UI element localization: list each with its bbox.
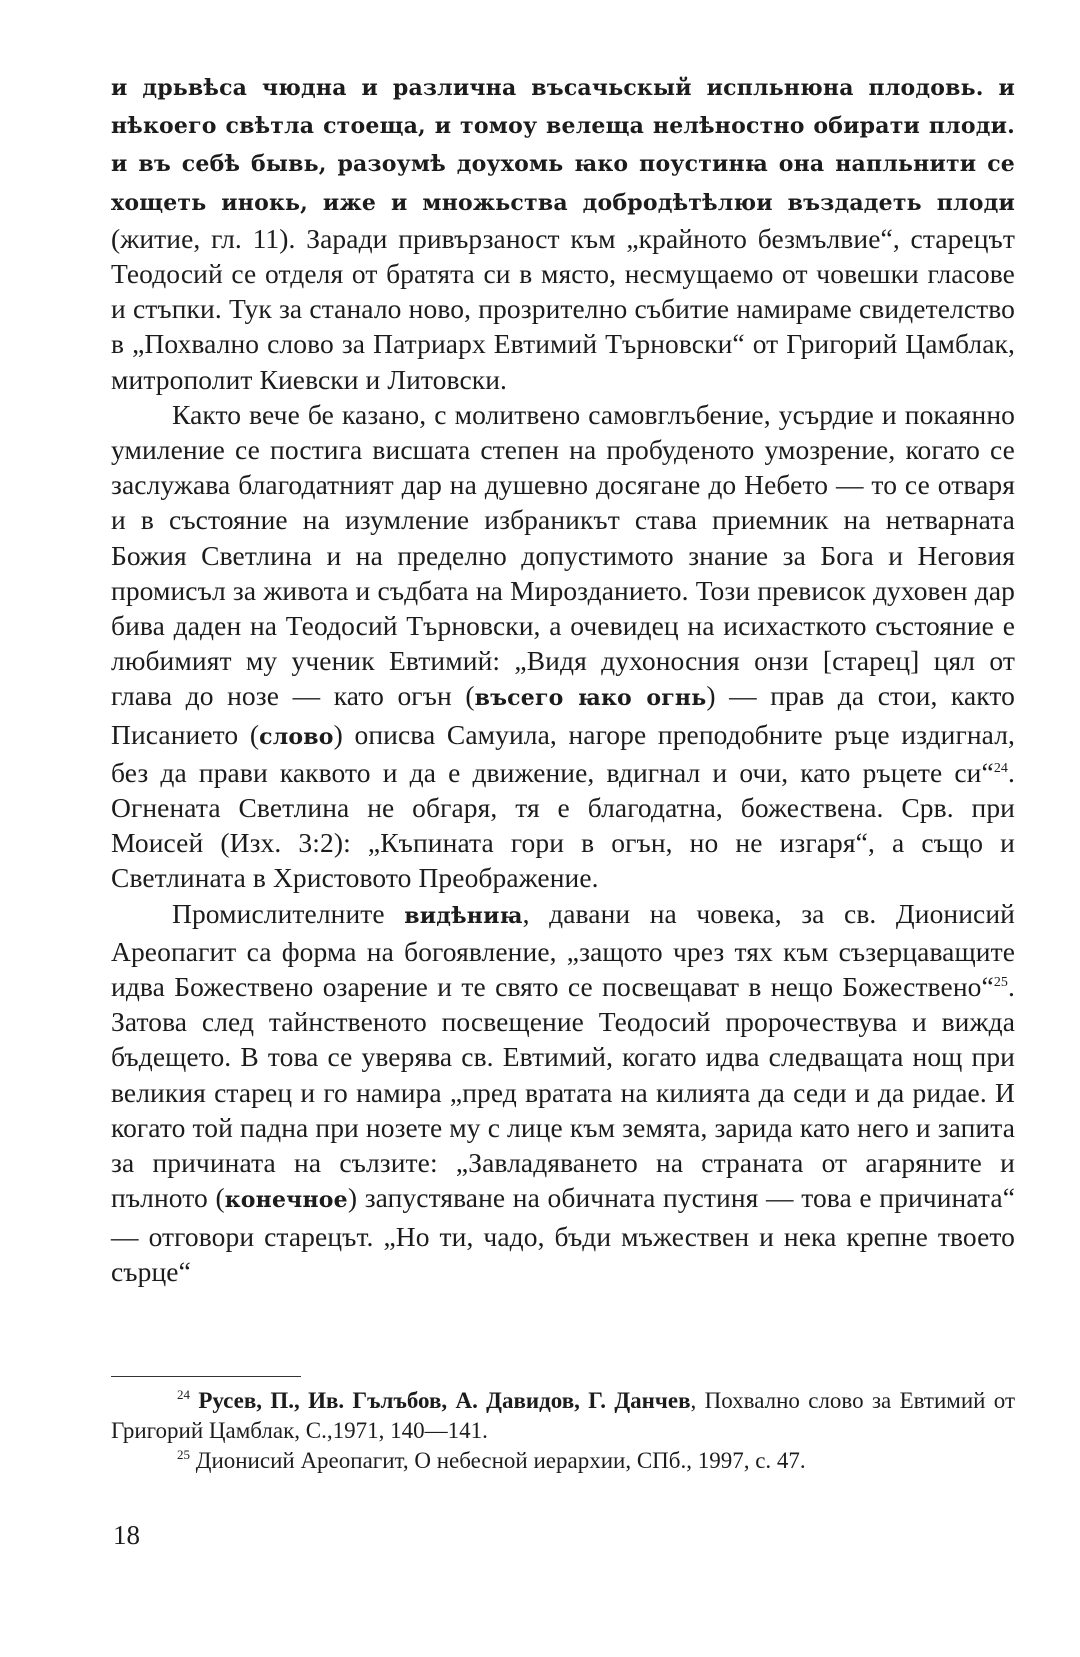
main-text xyxy=(111,68,1015,1289)
paragraph-3 xyxy=(111,896,1015,1289)
church-slavonic-term: конечное xyxy=(224,1187,348,1214)
paragraph-text: . Огнената Светлина не обгаря, тя е благодатна, божествена. Срв. при Моисей (Изх. 3:2): „Къпината гори в огън, но не изгаря“, а също и Светлината в Христовото Преображение. xyxy=(111,756,1015,894)
paragraph-text: , давани на човека, за св. Дионисий Ареопагит са форма на богоявление, „защото чрез тях към съзерцаващите идва Божествено озарение и те свято се посвещават в нещо Божествено“ xyxy=(111,897,1015,1003)
church-slavonic-quote: и дрьвѣса чюдна и различна въсачьскый испльнюна плодовь. и нѣкоего свѣтла стоеща, и томоу велеща нелѣностно обирати плоди. и въ себѣ бывь, разоумѣ доухомь ꙗко поустинꙗ она напльнити се хощеть инокь, иже и множьства добродѣтѣлюи въздадеть плоди xyxy=(111,75,1015,216)
footnote-text: Дионисий Ареопагит, О небесной иерархии, СПб., 1997, с. 47. xyxy=(195,1448,806,1473)
paragraph-text: . Затова след тайнственото посвещение Теодосий пророчествува и вижда бъдещето. В това се уверява св. Евтимий, когато идва следващата нощ при великия старец и го намира „пред вратата на килията да седи и да ридае. И когато той падна при нозете му с лице към земята, зарида като него и запита за причината на сълзите: „Завладяването на страната от агаряните и пълното ( xyxy=(111,971,1015,1214)
paragraph-text: ) описва Самуила, нагоре преподобните ръце издигнал, без да прави каквото и да е движение, вдигнал и очи, като ръцете си“ xyxy=(111,718,1015,788)
footnote-text: , Похвално слово за Евтимий от Григорий Цамблак, С.,1971, 140—141. xyxy=(111,1388,1016,1443)
paragraph-text: (житие, гл. 11). Заради привързаност към „крайното безмълвие“, старецът Теодосий се отделя от братята си в място, несмущаемо от човешки гласове и стъпки. Тук за станало ново, прозрително събитие намираме свидетелство в „Похвално слово за Патриарх Евтимий Търновски“ от Григорий Цамблак, митрополит Киевски и Литовски. xyxy=(111,222,1015,395)
church-slavonic-term: въсего ꙗко огнь xyxy=(474,685,707,712)
paragraph-text: Промислителните xyxy=(172,897,405,929)
paragraph-2 xyxy=(111,397,1015,896)
paragraph-text: ) запустяване на обичната пустиня — това е причината“ — отговори старецът. „Но ти, чадо, бъди мъжествен и нека крепне твоето сърце“ xyxy=(111,1182,1015,1287)
page-number: 18 xyxy=(113,1520,140,1550)
footnote-authors: Русев, П., Ив. Гълъбов, А. Давидов, Г. Данчев xyxy=(198,1388,691,1413)
footnote-reference: 25 xyxy=(993,975,1009,991)
footnote-divider xyxy=(111,1376,301,1377)
paragraph-1 xyxy=(111,68,1015,397)
footnote-number: 25 xyxy=(177,1447,190,1462)
footnote-number: 24 xyxy=(177,1387,190,1402)
footnote-reference: 24 xyxy=(993,760,1009,776)
church-slavonic-term: слово xyxy=(259,723,334,750)
footnote-24 xyxy=(111,1386,1015,1446)
paragraph-text: ) — прав да стои, както Писанието ( xyxy=(111,680,1015,750)
footnote-25 xyxy=(111,1446,1015,1476)
church-slavonic-term: видѣниꙗ xyxy=(404,902,523,929)
paragraph-text: Както вече бе казано, с молитвено самовглъбение, усърдие и покаянно умиление се постига висшата степен на пробуденото умозрение, когато се заслужава благодатният дар на душевно досягане до Небето — то се отваря и в състояние на изумление избраникът става приемник на нетварната Божия Светлина и на пределно допустимото знание за Бога и Неговия промисъл за живота и съдбата на Мирозданието. Този превисок духовен дар бива даден на Теодосий Търновски, а очевидец на исихасткото състояние е любимият му ученик Евтимий: „Видя духоносния онзи [старец] цял от глава до нозе — като огън ( xyxy=(111,398,1015,712)
footnotes xyxy=(111,1386,1015,1476)
